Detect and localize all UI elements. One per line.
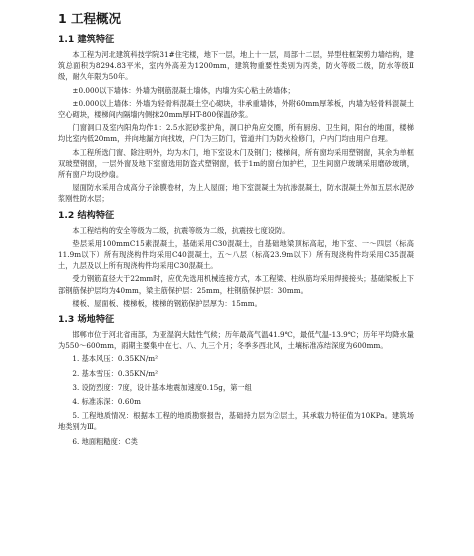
chapter-heading: 1 工程概况: [58, 11, 122, 26]
paragraph-rebar-cover: 受力钢筋直径大于22mm时，应优先选用机械连接方式，本工程梁、柱纵筋均采用焊接接头；基础梁板上下部钢筋保护层均为40mm，梁主筋保护层：25mm，柱钢筋保护层：30mm。: [58, 274, 414, 295]
paragraph-concrete-grades: 垫层采用100mmC15素混凝土，基础采用C30混凝土，自基础地梁顶标高起，地下室、一～四层（标高11.9m以下）所有现浇构件均采用C40混凝土，五～八层（标高23.9m以下）所有现浇构件均采用C35混凝土，九层及以上所有现浇构件均采用C30混凝土。: [58, 238, 414, 271]
paragraph-walls-below-zero: ±0.000以下墙体：外墙为钢筋混凝土墙体，内墙为实心粘土砖墙体；: [72, 85, 295, 95]
paragraph-walls-above-zero: ±0.000以上墙体：外墙为轻骨料混凝土空心砌块，非承重墙体，外附60mm厚苯板，内墙为轻骨料混凝土空心砌块，楼梯间内隔墙内侧抹20mm厚HT-800保温砂浆。: [58, 98, 414, 120]
section-building-features: [58, 33, 414, 205]
paragraph-waterproofing: 屋面防水采用合成高分子涂膜卷材，为上人屋面；地下室混凝土为抗渗混凝土，防水混凝土外加五层水泥砂浆刚性防水层；: [58, 183, 414, 204]
list-item-frost-depth: 4. 标准冻深：0.60m: [72, 397, 141, 407]
list-item-seismic-intensity: 3. 设防烈度：7度，设计基本地震加速度0.15g，第一组: [72, 382, 252, 392]
paragraph-openings-finishes: 门窗洞口及室内阳角均作1：2.5水泥砂浆护角，洞口护角应交圈，所有厨房、卫生间，阳台的地面，楼梯均比室内低20mm，并向地漏方向找坡，户门为三防门，管道井门为防火检修门，户内门均由用户自理。: [58, 123, 414, 144]
section-site-features: [58, 313, 414, 447]
list-item-wind-pressure: 1. 基本风压：0.35KN/m²: [72, 354, 159, 364]
list-item-ground-roughness: 6. 地面粗糙度：C类: [72, 436, 138, 446]
paragraph-safety-grade: 本工程结构的安全等级为二级，抗震等级为二级，抗震按七度设防。: [72, 225, 290, 235]
section-title-structure-features: 1.2 结构特征: [58, 209, 115, 221]
section-structure-features: [58, 209, 414, 309]
list-item-geology: 5. 工程地质情况：根据本工程的地质勘察报告，基础持力层为②层土，其承载力特征值为10KPa。建筑场地类别为Ⅲ。: [58, 411, 414, 432]
paragraph-building-overview: 本工程为河北建筑科技学院31#住宅楼，地下一层，地上十一层，局部十二层，异型柱框架剪力墙结构，建筑总面积为8294.83平米，室内外高差为1200mm，建筑物重要性类别为丙类，防火等级二级，防水等级Ⅱ级，耐久年限为50年。: [58, 50, 414, 82]
section-title-site-features: 1.3 场地特征: [58, 314, 115, 326]
paragraph-doors-windows: 本工程所选门窗、除注明外，均为木门，地下室设木门及钢门；楼梯间，所有窗均采用塑钢窗，其余为单框双玻塑钢窗，一层外窗及地下室窗选用防盗式塑钢窗，低于1m的窗台加护栏，卫生间窗户玻璃采用磨砂玻璃，所有窗户均设纱扇。: [58, 147, 414, 180]
paragraph-slab-cover: 楼板、屋面板、楼梯板，楼梯的钢筋保护层厚为：15mm。: [72, 298, 262, 308]
list-item-snow-pressure: 2. 基本雪压：0.35KN/m²: [72, 368, 159, 378]
paragraph-climate: 邯郸市位于河北省南部，为亚湿润大陆性气候；历年最高气温41.9℃，最低气温-13.9℃；历年平均降水量为550～600mm，雨期主要集中在七、八、九三个月；冬季多西北风，土壤标准冻结深度为600mm。: [58, 330, 414, 351]
section-title-building-features: 1.1 建筑特征: [58, 34, 115, 45]
